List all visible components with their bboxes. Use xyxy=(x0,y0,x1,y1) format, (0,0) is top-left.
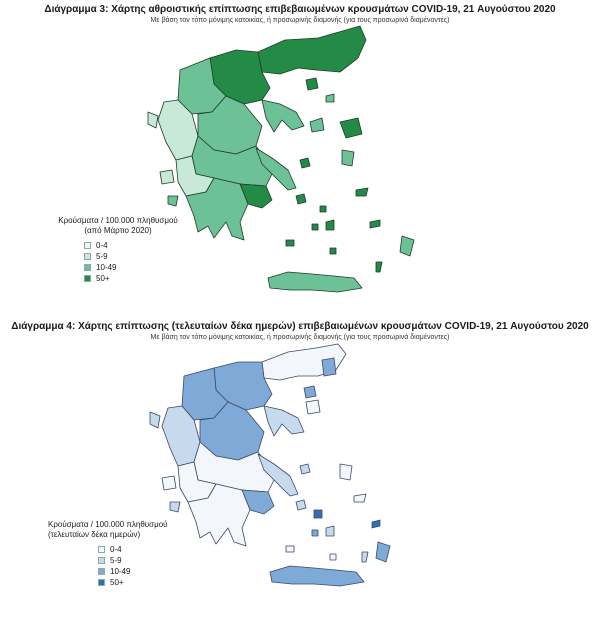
island-kos xyxy=(372,520,380,528)
island-naxos xyxy=(326,526,334,536)
island-lemnos xyxy=(310,118,324,132)
region-chalkidiki xyxy=(264,406,304,436)
island-karpathos xyxy=(362,552,368,562)
legend-swatch xyxy=(98,568,105,575)
legend-item: 50+ xyxy=(98,577,168,588)
map-subtitle: Με βάση τον τόπο μόνιμης κατοικίας, ή προσωρινής διαμονής (για τους προσωρινά διαμένοντες) xyxy=(150,334,450,341)
legend-item: 0-4 xyxy=(84,240,188,251)
region-chalkidiki xyxy=(262,100,304,132)
legend-swatch xyxy=(98,579,105,586)
island-karpathos xyxy=(376,262,382,272)
island-lesvos xyxy=(340,118,362,138)
map-title: Διάγραμμα 3: Χάρτης αθροιστικής επίπτωσης επιβεβαιωμένων κρουσμάτων COVID-19, 21 Αυγούστου 2020 xyxy=(44,4,556,15)
legend-swatch xyxy=(84,275,91,282)
legend-item: 0-4 xyxy=(98,544,168,555)
cumulative-incidence-map-panel xyxy=(0,0,600,312)
island-samos xyxy=(354,494,366,502)
island-mykonos xyxy=(314,510,322,518)
island-mykonos xyxy=(320,206,326,212)
island-samothrace xyxy=(326,94,334,102)
island-andros xyxy=(296,194,306,204)
legend-item: 50+ xyxy=(84,273,188,284)
island-thasos xyxy=(304,386,316,398)
island-samos xyxy=(356,188,368,196)
island-crete xyxy=(268,272,362,292)
island-kefalonia xyxy=(162,476,176,490)
island-rhodes xyxy=(376,542,390,562)
island-kefalonia xyxy=(160,170,174,184)
legend-swatch xyxy=(84,242,91,249)
map-title: Διάγραμμα 4: Χάρτης επίπτωσης (τελευταίων δέκα ημερών) επιβεβαιωμένων κρουσμάτων COVID-19, 21 Αυγούστου 2020 xyxy=(11,321,589,332)
island-naxos xyxy=(326,220,334,230)
island-corfu xyxy=(150,412,160,428)
legend-item: 10-49 xyxy=(84,262,188,273)
region-thrace xyxy=(258,26,366,74)
island-zakynthos xyxy=(170,502,180,512)
island-lesvos xyxy=(322,358,336,376)
island-santorini xyxy=(330,248,336,254)
map-legend xyxy=(48,520,168,588)
island-andros xyxy=(296,500,306,510)
ten-day-incidence-map-panel xyxy=(0,314,600,626)
island-thasos xyxy=(306,78,318,90)
island-milos xyxy=(286,240,294,246)
map-subtitle: Με βάση τον τόπο μόνιμης κατοικίας, ή προσωρινής διαμονής (για τους προσωρινά διαμένοντες) xyxy=(150,17,450,24)
island-corfu xyxy=(148,112,158,128)
island-skyros xyxy=(300,464,310,474)
legend-item: 5-9 xyxy=(98,555,168,566)
island-paros xyxy=(312,530,318,536)
island-lemnos xyxy=(306,400,320,414)
island-crete xyxy=(270,566,364,586)
map-legend xyxy=(48,216,188,284)
legend-item: 10-49 xyxy=(98,566,168,577)
island-chios xyxy=(342,150,354,166)
legend-swatch xyxy=(98,557,105,564)
legend-swatch xyxy=(84,264,91,271)
island-paros xyxy=(312,224,318,230)
legend-item: 5-9 xyxy=(84,251,188,262)
island-kos xyxy=(370,220,380,228)
island-skyros xyxy=(300,158,310,168)
island-zakynthos xyxy=(168,196,178,206)
legend-swatch xyxy=(84,253,91,260)
legend-title: Κρούσματα / 100.000 πληθυσμού (από Μάρτιο 2020) xyxy=(58,216,178,235)
legend-items xyxy=(98,544,168,588)
legend-items xyxy=(84,240,188,284)
legend-title: Κρούσματα / 100.000 πληθυσμού (τελευταίων δέκα ημερών) xyxy=(48,520,168,539)
island-chios xyxy=(340,464,352,480)
island-santorini xyxy=(330,554,336,560)
island-milos xyxy=(286,546,294,552)
island-rhodes xyxy=(400,236,414,256)
legend-swatch xyxy=(98,546,105,553)
